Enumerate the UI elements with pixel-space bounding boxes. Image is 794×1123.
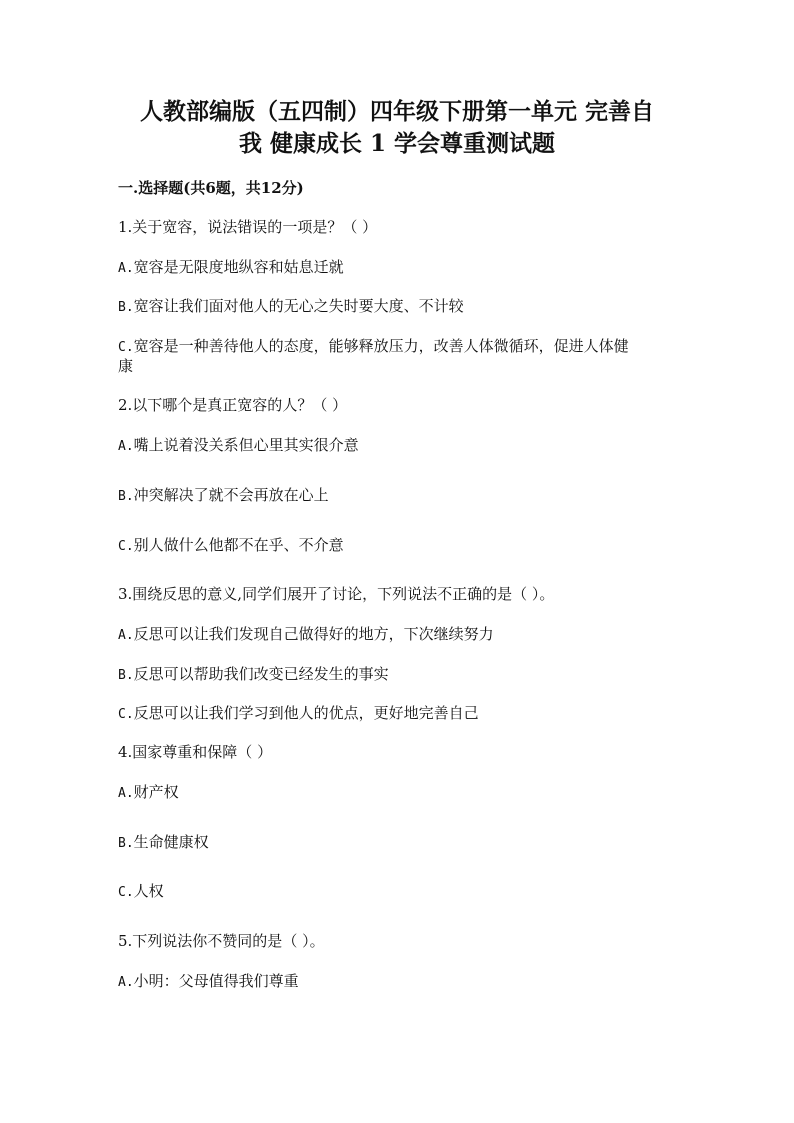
question-5-stem: 5.下列说法你不赞同的是（ ）。 — [118, 932, 325, 950]
page-title-line-1: 人教部编版（五四制）四年级下册第一单元 完善自 — [139, 98, 654, 125]
option-text: 小明：父母值得我们尊重 — [133, 972, 299, 990]
option-text: 人权 — [133, 882, 164, 900]
question-2-stem: 2.以下哪个是真正宽容的人？（ ） — [118, 396, 348, 414]
option-text: 反思可以让我们学习到他人的优点，更好地完善自己 — [133, 704, 479, 722]
page-title-line-2: 我 健康成长 1 学会尊重测试题 — [238, 130, 556, 157]
section-heading: 一.选择题(共6题，共12分) — [118, 179, 304, 197]
question-3-option-b — [118, 664, 678, 686]
option-letter: A. — [118, 786, 134, 801]
option-text: 反思可以让我们发现自己做得好的地方，下次继续努力 — [133, 625, 494, 643]
question-3-option-a — [118, 624, 678, 646]
option-letter: B. — [118, 836, 134, 851]
option-letter: C. — [118, 885, 134, 900]
option-letter: A. — [118, 975, 134, 990]
option-text: 别人做什么他都不在乎、不介意 — [133, 536, 344, 554]
option-letter: A. — [118, 261, 134, 276]
option-text: 宽容是无限度地纵容和姑息迁就 — [133, 258, 344, 276]
question-4-stem: 4.国家尊重和保障（ ） — [118, 743, 273, 761]
question-5-option-a — [118, 971, 678, 993]
question-1-option-c-continued: 康 — [118, 357, 134, 375]
option-letter: B. — [118, 489, 134, 504]
question-2-option-c — [118, 535, 678, 557]
option-text: 冲突解决了就不会再放在心上 — [133, 486, 329, 504]
option-text: 财产权 — [133, 783, 179, 801]
option-text: 宽容让我们面对他人的无心之失时要大度、不计较 — [133, 297, 464, 315]
option-letter: A. — [118, 628, 134, 643]
option-letter: B. — [118, 668, 134, 683]
question-3-option-c — [118, 703, 678, 725]
option-letter: C. — [118, 539, 134, 554]
option-letter: A. — [118, 439, 134, 454]
option-letter: C. — [118, 707, 134, 722]
question-1-option-c — [118, 336, 678, 358]
question-4-option-b — [118, 832, 678, 854]
option-text: 宽容是一种善待他人的态度，能够释放压力，改善人体微循环，促进人体健 — [133, 337, 629, 355]
question-4-option-a — [118, 782, 678, 804]
question-2-option-a — [118, 435, 678, 457]
option-text: 反思可以帮助我们改变已经发生的事实 — [133, 665, 389, 683]
option-text: 嘴上说着没关系但心里其实很介意 — [133, 436, 359, 454]
question-1-option-a — [118, 257, 678, 279]
question-2-option-b — [118, 485, 678, 507]
option-text: 生命健康权 — [133, 833, 209, 851]
question-1-option-b — [118, 296, 678, 318]
option-letter: C. — [118, 340, 134, 355]
option-letter: B. — [118, 300, 134, 315]
question-1-stem: 1.关于宽容，说法错误的一项是？（ ） — [118, 218, 378, 236]
question-4-option-c — [118, 881, 678, 903]
question-3-stem: 3.围绕反思的意义,同学们展开了讨论，下列说法不正确的是（ ）。 — [118, 585, 555, 603]
